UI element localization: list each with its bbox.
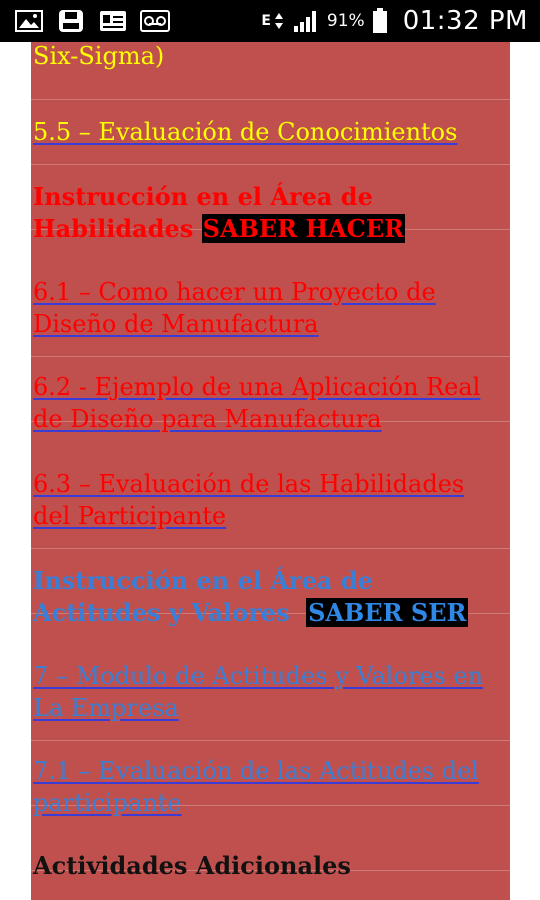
link-6-3-line1[interactable]: 6.3 – Evaluación de las Habilidades (33, 470, 465, 498)
voicemail-icon (140, 9, 170, 33)
section-actividades-label: Actividades Adicionales (33, 851, 351, 880)
section-ser-line1: Instrucción en el Área de (33, 566, 373, 595)
section-hacer-label: Habilidades (33, 214, 194, 243)
list-item[interactable] (31, 741, 510, 817)
system-indicators (261, 0, 528, 42)
link-5-5[interactable]: 5.5 – Evaluación de Conocimientos (33, 118, 458, 146)
link-6-1-line1[interactable]: 6.1 – Como hacer un Proyecto de (33, 278, 436, 306)
saber-ser-tag: SABER SER (308, 598, 467, 627)
section-hacer-line1: Instrucción en el Área de (33, 182, 373, 211)
status-bar (0, 0, 540, 42)
section-heading-saber-ser (31, 549, 510, 627)
link-6-2-line2[interactable]: de Diseño para Manufactura (33, 405, 382, 433)
saber-hacer-tag: SABER HACER (202, 214, 405, 243)
content-panel (31, 42, 510, 900)
list-item[interactable] (31, 357, 510, 433)
id-card-icon (98, 9, 128, 33)
link-6-1-line2[interactable]: Diseño de Manufactura (33, 310, 319, 338)
list-item[interactable] (31, 422, 510, 549)
image-icon (14, 9, 44, 33)
network-type-label: E (261, 13, 271, 29)
clock: 01:32 PM (402, 6, 528, 36)
data-arrows-icon (273, 9, 285, 33)
top-cut-text: Six-Sigma) (33, 42, 165, 70)
notification-icons (14, 8, 170, 34)
link-7-1-line1[interactable]: 7.1 – Evaluación de las Actitudes del (33, 757, 479, 785)
link-6-2-line1[interactable]: 6.2 - Ejemplo de una Aplicación Real (33, 373, 481, 401)
section-heading-actividades (31, 806, 510, 880)
section-heading-saber-hacer (31, 165, 510, 243)
link-7-1-line2[interactable]: participante (33, 789, 182, 817)
list-item (31, 42, 510, 100)
list-item[interactable] (31, 614, 510, 741)
save-icon (56, 9, 86, 33)
section-ser-label: Actitudes y Valores (33, 598, 290, 627)
list-item[interactable] (31, 100, 510, 165)
list-item[interactable] (31, 230, 510, 357)
webview-page[interactable] (0, 42, 540, 900)
link-7-line1[interactable]: 7 – Modulo de Actitudes y Valores en (33, 662, 484, 690)
battery-icon (371, 9, 389, 33)
battery-percent: 91% (326, 11, 365, 31)
link-7-line2[interactable]: La Empresa (33, 694, 179, 722)
signal-icon (291, 9, 321, 33)
link-6-3-line2[interactable]: del Participante (33, 502, 227, 530)
